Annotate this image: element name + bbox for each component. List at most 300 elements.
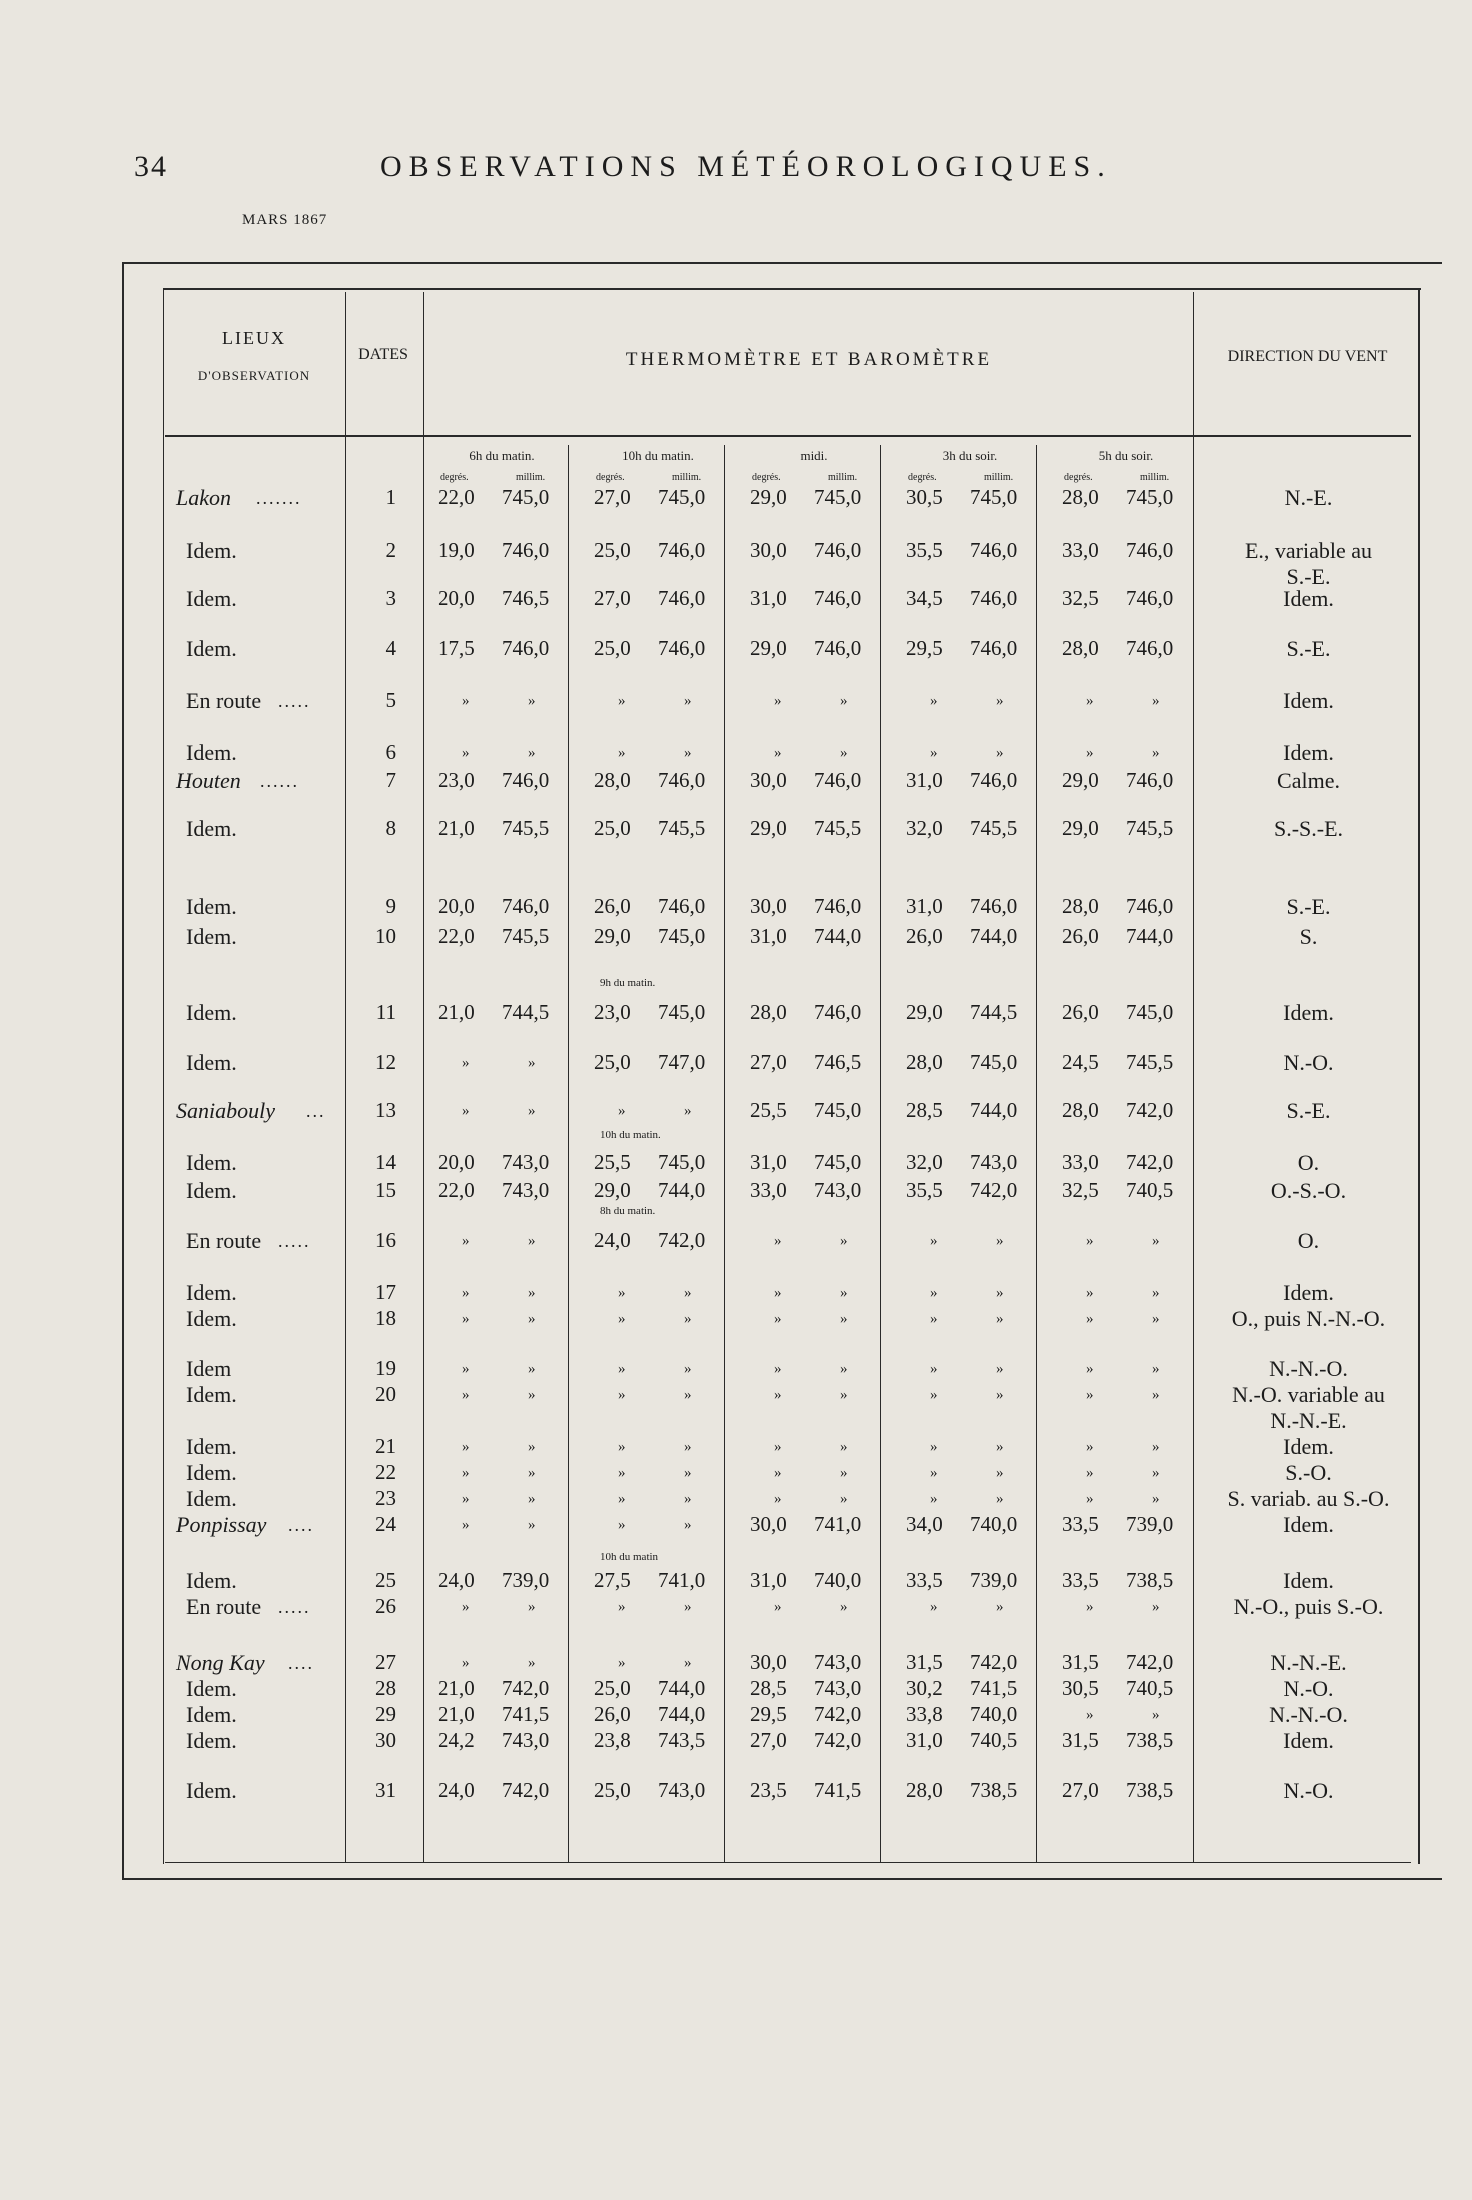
pressure-value: 744,0	[970, 1098, 1018, 1122]
pressure-value: 743,0	[970, 1150, 1018, 1174]
pressure-value: 745,5	[1126, 816, 1174, 840]
pressure-value: 746,0	[502, 894, 550, 918]
temperature-value: 33,5	[1062, 1512, 1099, 1536]
wind-direction: Idem.	[1283, 1000, 1334, 1025]
unit-millim: millim.	[984, 472, 1014, 483]
temperature-value: 26,0	[594, 1702, 631, 1726]
temperature-value: »	[930, 745, 938, 761]
pressure-value: »	[840, 1233, 848, 1249]
lieu-name: En route	[186, 1228, 262, 1253]
pressure-value: »	[996, 745, 1004, 761]
col-divider-2	[724, 445, 725, 1862]
temperature-value: 32,0	[906, 1150, 943, 1174]
temperature-value: »	[618, 1103, 626, 1119]
header-lieux-sub: D'OBSERVATION	[197, 368, 311, 383]
pressure-value: 745,0	[970, 485, 1018, 509]
temperature-value: 19,0	[438, 538, 475, 562]
temperature-value: »	[618, 1387, 626, 1403]
pressure-value: »	[528, 1055, 536, 1071]
wind-direction: N.-N.-O.	[1269, 1356, 1348, 1381]
temperature-value: 29,0	[594, 924, 631, 948]
lieu-name: Idem.	[186, 1568, 237, 1593]
pressure-value: 742,0	[1126, 1150, 1174, 1174]
unit-millim: millim.	[828, 472, 858, 483]
pressure-value: »	[996, 1491, 1004, 1507]
leader-dots: .....	[278, 1597, 311, 1617]
date-value: 7	[385, 768, 396, 792]
temperature-value: 29,0	[1062, 768, 1099, 792]
temperature-value: 26,0	[594, 894, 631, 918]
wind-direction: N.-O.	[1283, 1050, 1334, 1075]
temperature-value: 32,5	[1062, 586, 1099, 610]
temperature-value: »	[618, 1491, 626, 1507]
date-value: 12	[375, 1050, 396, 1074]
time-note: 10h du matin.	[600, 1129, 661, 1141]
wind-direction: N.-O.	[1283, 1778, 1334, 1803]
temperature-value: »	[462, 1387, 470, 1403]
date-value: 29	[375, 1702, 396, 1726]
date-value: 10	[375, 924, 396, 948]
date-value: 27	[375, 1650, 396, 1674]
pressure-value: 744,5	[970, 1000, 1018, 1024]
temperature-value: »	[930, 1599, 938, 1615]
pressure-value: »	[528, 745, 536, 761]
unit-degres: degrés.	[596, 472, 625, 483]
month-label: MARS 1867	[242, 212, 328, 228]
pressure-value: »	[840, 1285, 848, 1301]
temperature-value: »	[618, 745, 626, 761]
pressure-value: »	[684, 1103, 692, 1119]
temperature-value: »	[462, 1491, 470, 1507]
pressure-value: 746,5	[502, 586, 550, 610]
temperature-value: 24,5	[1062, 1050, 1099, 1074]
wind-direction: E., variable au	[1244, 538, 1373, 563]
temperature-value: 23,5	[750, 1778, 787, 1802]
leader-dots: ....	[288, 1515, 314, 1535]
pressure-value: 745,0	[814, 1150, 862, 1174]
lieu-name: Idem.	[186, 924, 237, 949]
wind-direction: O.-S.-O.	[1270, 1178, 1347, 1203]
temperature-value: 28,0	[750, 1000, 787, 1024]
pressure-value: »	[1152, 1439, 1160, 1455]
pressure-value: 742,0	[658, 1228, 706, 1252]
pressure-value: 745,0	[814, 485, 862, 509]
temperature-value: »	[618, 1361, 626, 1377]
temperature-value: 30,2	[906, 1676, 943, 1700]
temperature-value: »	[930, 693, 938, 709]
pressure-value: 743,0	[658, 1778, 706, 1802]
pressure-value: »	[528, 1465, 536, 1481]
pressure-value: 745,5	[1126, 1050, 1174, 1074]
pressure-value: 740,5	[1126, 1178, 1174, 1202]
pressure-value: »	[840, 1491, 848, 1507]
temperature-value: »	[462, 1439, 470, 1455]
temperature-value: »	[618, 1517, 626, 1533]
temperature-value: »	[930, 1311, 938, 1327]
temperature-value: 22,0	[438, 924, 475, 948]
temperature-value: »	[930, 1491, 938, 1507]
temperature-value: »	[774, 1233, 782, 1249]
pressure-value: 743,0	[502, 1150, 550, 1174]
date-value: 31	[375, 1778, 396, 1802]
wind-direction: Idem.	[1283, 586, 1334, 611]
pressure-value: »	[996, 1465, 1004, 1481]
pressure-value: »	[684, 745, 692, 761]
pressure-value: 746,0	[1126, 636, 1174, 660]
temperature-value: 29,0	[750, 636, 787, 660]
pressure-value: 746,0	[502, 538, 550, 562]
pressure-value: 746,0	[970, 586, 1018, 610]
temperature-value: »	[774, 1387, 782, 1403]
wind-direction: Idem.	[1283, 688, 1334, 713]
temperature-value: 17,5	[438, 636, 475, 660]
pressure-value: 742,0	[1126, 1650, 1174, 1674]
wind-direction: Idem.	[1283, 740, 1334, 765]
pressure-value: »	[996, 1439, 1004, 1455]
date-value: 22	[375, 1460, 396, 1484]
wind-direction: N.-O. variable au	[1232, 1382, 1385, 1407]
wind-direction: Idem.	[1283, 1512, 1334, 1537]
bottom-rule-thin	[165, 1862, 1411, 1863]
temperature-value: 31,0	[906, 894, 943, 918]
temperature-value: 29,0	[1062, 816, 1099, 840]
lieu-name: Idem	[186, 1356, 232, 1381]
wind-direction: O., puis N.-N.-O.	[1231, 1306, 1386, 1331]
pressure-value: 745,0	[970, 1050, 1018, 1074]
temperature-value: »	[1086, 1387, 1094, 1403]
pressure-value: »	[996, 1387, 1004, 1403]
pressure-value: 745,0	[502, 485, 550, 509]
pressure-value: »	[1152, 1491, 1160, 1507]
temperature-value: »	[462, 1517, 470, 1533]
date-value: 11	[375, 1000, 396, 1024]
temperature-value: »	[462, 1103, 470, 1119]
temperature-value: »	[774, 693, 782, 709]
lieu-name: Nong Kay	[176, 1650, 265, 1675]
pressure-value: »	[528, 1285, 536, 1301]
temperature-value: 33,8	[906, 1702, 943, 1726]
time-header: midi.	[800, 448, 828, 463]
leader-dots: .....	[278, 1231, 311, 1251]
wind-direction: S.	[1299, 924, 1318, 949]
pressure-value: »	[684, 1439, 692, 1455]
wind-direction: S.-S.-E.	[1273, 816, 1344, 841]
lieu-name: Idem.	[186, 1178, 237, 1203]
pressure-value: 738,5	[1126, 1728, 1174, 1752]
temperature-value: 32,0	[906, 816, 943, 840]
header-vent: DIRECTION DU VENT	[1227, 348, 1388, 365]
pressure-value: 746,0	[970, 538, 1018, 562]
lieu-name: Idem.	[186, 894, 237, 919]
temperature-value: 28,0	[594, 768, 631, 792]
unit-degres: degrés.	[440, 472, 469, 483]
temperature-value: 32,5	[1062, 1178, 1099, 1202]
pressure-value: 745,0	[658, 924, 706, 948]
pressure-value: 744,0	[658, 1676, 706, 1700]
temperature-value: 35,5	[906, 538, 943, 562]
pressure-value: 744,0	[814, 924, 862, 948]
date-value: 24	[375, 1512, 396, 1536]
date-value: 28	[375, 1676, 396, 1700]
unit-degres: degrés.	[752, 472, 781, 483]
temperature-value: 22,0	[438, 1178, 475, 1202]
wind-direction: S.-E.	[1286, 564, 1331, 589]
temperature-value: 30,0	[750, 538, 787, 562]
lieu-name: Lakon	[176, 485, 231, 510]
pressure-value: 746,5	[814, 1050, 862, 1074]
pressure-value: »	[684, 1599, 692, 1615]
temperature-value: »	[774, 1599, 782, 1615]
pressure-value: »	[840, 1465, 848, 1481]
lieu-name: Idem.	[186, 538, 237, 563]
pressure-value: 747,0	[658, 1050, 706, 1074]
temperature-value: 31,5	[1062, 1728, 1099, 1752]
date-value: 26	[375, 1594, 396, 1618]
pressure-value: 745,0	[658, 485, 706, 509]
temperature-value: 30,0	[750, 894, 787, 918]
pressure-value: 740,0	[814, 1568, 862, 1592]
pressure-value: 746,0	[814, 586, 862, 610]
temperature-value: »	[1086, 1311, 1094, 1327]
temperature-value: »	[618, 1285, 626, 1301]
pressure-value: »	[528, 693, 536, 709]
pressure-value: 741,5	[970, 1676, 1018, 1700]
pressure-value: »	[684, 1655, 692, 1671]
temperature-value: »	[462, 1055, 470, 1071]
temperature-value: 23,0	[438, 768, 475, 792]
pressure-value: »	[528, 1387, 536, 1403]
pressure-value: 746,0	[1126, 768, 1174, 792]
pressure-value: 744,0	[658, 1178, 706, 1202]
temperature-value: 25,0	[594, 636, 631, 660]
temperature-value: 23,8	[594, 1728, 631, 1752]
pressure-value: »	[684, 1465, 692, 1481]
temperature-value: 31,0	[906, 1728, 943, 1752]
header-lieux: LIEUX	[222, 328, 286, 348]
date-value: 18	[375, 1306, 396, 1330]
lieu-name: Idem.	[186, 1382, 237, 1407]
pressure-value: 746,0	[814, 636, 862, 660]
pressure-value: 746,0	[814, 1000, 862, 1024]
temperature-value: 25,5	[594, 1150, 631, 1174]
date-value: 23	[375, 1486, 396, 1510]
temperature-value: 26,0	[1062, 1000, 1099, 1024]
pressure-value: »	[996, 693, 1004, 709]
temperature-value: »	[618, 1465, 626, 1481]
temperature-value: 31,0	[750, 1568, 787, 1592]
header-thermometre: THERMOMÈTRE ET BAROMÈTRE	[625, 349, 993, 370]
temperature-value: »	[774, 1285, 782, 1301]
lieu-name: Ponpissay	[176, 1512, 267, 1537]
temperature-value: »	[930, 1233, 938, 1249]
pressure-value: 745,0	[658, 1000, 706, 1024]
pressure-value: »	[1152, 1465, 1160, 1481]
pressure-value: 746,0	[658, 586, 706, 610]
pressure-value: »	[528, 1439, 536, 1455]
unit-degres: degrés.	[908, 472, 937, 483]
temperature-value: 31,0	[750, 1150, 787, 1174]
lieu-name: Houten	[176, 768, 241, 793]
date-value: 13	[375, 1098, 396, 1122]
pressure-value: »	[684, 693, 692, 709]
temperature-value: 25,0	[594, 1050, 631, 1074]
date-value: 3	[385, 586, 396, 610]
pressure-value: 742,0	[502, 1676, 550, 1700]
temperature-value: »	[462, 1465, 470, 1481]
col-divider-4	[1036, 445, 1037, 1862]
pressure-value: »	[1152, 1387, 1160, 1403]
pressure-value: 743,0	[814, 1676, 862, 1700]
temperature-value: 24,0	[594, 1228, 631, 1252]
table-right-border	[1418, 288, 1420, 1864]
top-rule	[122, 262, 1442, 264]
time-header: 10h du matin.	[622, 448, 694, 463]
pressure-value: »	[996, 1599, 1004, 1615]
temperature-value: 26,0	[906, 924, 943, 948]
temperature-value: 28,0	[1062, 485, 1099, 509]
temperature-value: 21,0	[438, 1676, 475, 1700]
temperature-value: 27,0	[594, 485, 631, 509]
temperature-value: »	[930, 1439, 938, 1455]
pressure-value: 745,0	[814, 1098, 862, 1122]
date-value: 20	[375, 1382, 396, 1406]
pressure-value: 745,0	[1126, 485, 1174, 509]
time-header: 5h du soir.	[1098, 448, 1154, 463]
leader-dots: ......	[260, 771, 299, 791]
temperature-value: »	[774, 1465, 782, 1481]
temperature-value: 27,0	[1062, 1778, 1099, 1802]
header-top-rule	[163, 288, 1421, 290]
temperature-value: 27,0	[594, 586, 631, 610]
pressure-value: »	[1152, 1361, 1160, 1377]
wind-direction: S.-E.	[1286, 894, 1331, 919]
temperature-value: 26,0	[1062, 924, 1099, 948]
temperature-value: 28,0	[1062, 636, 1099, 660]
pressure-value: »	[684, 1311, 692, 1327]
pressure-value: »	[1152, 1707, 1160, 1723]
temperature-value: »	[462, 1285, 470, 1301]
temperature-value: 28,5	[906, 1098, 943, 1122]
temperature-value: »	[618, 1311, 626, 1327]
pressure-value: 742,0	[814, 1728, 862, 1752]
date-value: 5	[385, 688, 396, 712]
wind-direction: Idem.	[1283, 1728, 1334, 1753]
date-value: 9	[385, 894, 396, 918]
temperature-value: »	[1086, 1707, 1094, 1723]
page-title: OBSERVATIONS MÉTÉOROLOGIQUES.	[380, 150, 1112, 183]
pressure-value: 740,5	[1126, 1676, 1174, 1700]
pressure-value: 743,0	[814, 1650, 862, 1674]
wind-direction: S.-E.	[1286, 1098, 1331, 1123]
pressure-value: »	[1152, 693, 1160, 709]
temperature-value: »	[930, 1361, 938, 1377]
temperature-value: 31,0	[750, 924, 787, 948]
date-value: 6	[385, 740, 396, 764]
pressure-value: 745,5	[502, 816, 550, 840]
temperature-value: 31,0	[750, 586, 787, 610]
pressure-value: »	[528, 1491, 536, 1507]
temperature-value: »	[1086, 1491, 1094, 1507]
date-value: 17	[375, 1280, 396, 1304]
lieu-name: Idem.	[186, 1280, 237, 1305]
temperature-value: 29,0	[594, 1178, 631, 1202]
pressure-value: 740,5	[970, 1728, 1018, 1752]
temperature-value: 24,2	[438, 1728, 475, 1752]
pressure-value: 746,0	[814, 538, 862, 562]
wind-direction: S. variab. au S.-O.	[1227, 1486, 1390, 1511]
pressure-value: »	[684, 1361, 692, 1377]
pressure-value: 744,0	[658, 1702, 706, 1726]
lieu-name: Idem.	[186, 1460, 237, 1485]
pressure-value: 745,5	[814, 816, 862, 840]
pressure-value: 738,5	[1126, 1568, 1174, 1592]
temperature-value: 28,0	[906, 1778, 943, 1802]
temperature-value: 24,0	[438, 1568, 475, 1592]
temperature-value: »	[462, 1655, 470, 1671]
temperature-value: 30,5	[1062, 1676, 1099, 1700]
pressure-value: 744,0	[970, 924, 1018, 948]
pressure-value: 746,0	[658, 894, 706, 918]
temperature-value: 21,0	[438, 816, 475, 840]
lieu-name: Idem.	[186, 1150, 237, 1175]
temperature-value: 34,0	[906, 1512, 943, 1536]
pressure-value: »	[1152, 1311, 1160, 1327]
lieu-name: Idem.	[186, 1702, 237, 1727]
temperature-value: »	[774, 1361, 782, 1377]
temperature-value: »	[1086, 1465, 1094, 1481]
pressure-value: 741,5	[502, 1702, 550, 1726]
pressure-value: 745,5	[658, 816, 706, 840]
temperature-value: 21,0	[438, 1702, 475, 1726]
leader-dots: ...	[306, 1101, 326, 1121]
pressure-value: »	[528, 1233, 536, 1249]
temperature-value: 28,5	[750, 1676, 787, 1700]
temperature-value: 25,0	[594, 1778, 631, 1802]
temperature-value: »	[618, 1655, 626, 1671]
lieu-name: Idem.	[186, 636, 237, 661]
wind-direction: N.-O.	[1283, 1676, 1334, 1701]
lieu-name: En route	[186, 1594, 262, 1619]
pressure-value: 744,0	[1126, 924, 1174, 948]
time-header: 3h du soir.	[942, 448, 998, 463]
pressure-value: 743,0	[814, 1178, 862, 1202]
temperature-value: 29,0	[906, 1000, 943, 1024]
temperature-value: »	[462, 745, 470, 761]
temperature-value: »	[462, 1599, 470, 1615]
lieu-name: Idem.	[186, 816, 237, 841]
temperature-value: »	[1086, 1233, 1094, 1249]
unit-millim: millim.	[1140, 472, 1170, 483]
wind-direction: N.-N.-E.	[1270, 1650, 1347, 1675]
pressure-value: »	[840, 1311, 848, 1327]
lieu-name: Idem.	[186, 1434, 237, 1459]
temperature-value: »	[774, 1311, 782, 1327]
pressure-value: 745,0	[658, 1150, 706, 1174]
temperature-value: 29,5	[750, 1702, 787, 1726]
temperature-value: 31,5	[1062, 1650, 1099, 1674]
pressure-value: »	[528, 1311, 536, 1327]
pressure-value: »	[1152, 1285, 1160, 1301]
pressure-value: 746,0	[658, 538, 706, 562]
bottom-rule	[122, 1878, 1442, 1880]
wind-direction: S.-E.	[1286, 636, 1331, 661]
table-left-border	[122, 262, 124, 1880]
pressure-value: »	[528, 1655, 536, 1671]
date-value: 30	[375, 1728, 396, 1752]
date-value: 19	[375, 1356, 396, 1380]
header-bottom-rule	[165, 435, 1411, 437]
pressure-value: 746,0	[970, 768, 1018, 792]
